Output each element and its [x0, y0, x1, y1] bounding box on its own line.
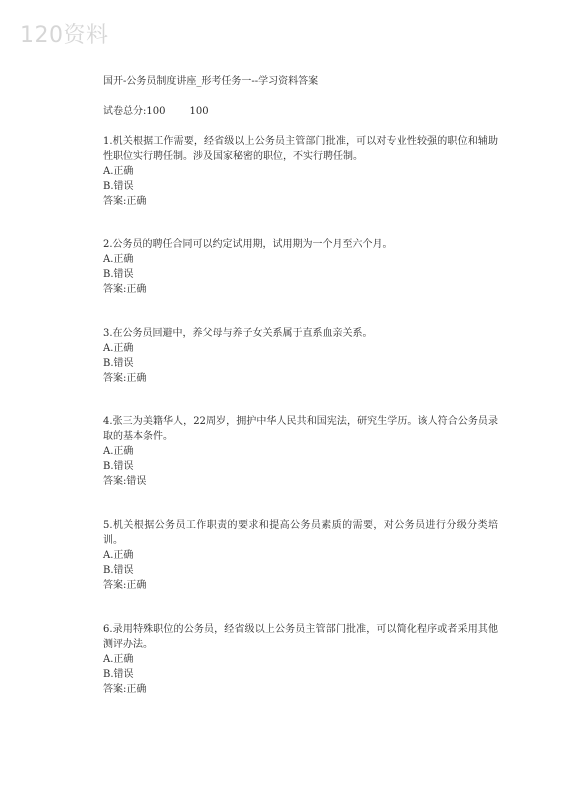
option-b: B.错误 [103, 181, 134, 192]
question-2 [103, 237, 498, 297]
answer-line: 答案:错误 [103, 476, 147, 487]
question-5 [103, 518, 498, 593]
score-label: 试卷总分:100 [103, 106, 166, 117]
question-4 [103, 414, 498, 489]
question-stem: 3.在公务员回避中，养父母与养子女关系属于直系血亲关系。 [103, 328, 373, 339]
score-value: 100 [189, 106, 209, 117]
question-1 [103, 134, 498, 209]
question-stem: 2.公务员的聘任合同可以约定试用期，试用期为一个月至六个月。 [103, 239, 393, 250]
option-a: A.正确 [103, 446, 134, 457]
option-b: B.错误 [103, 565, 134, 576]
watermark-logo: 120资料 [20, 23, 109, 48]
question-stem: 5.机关根据公务员工作职责的要求和提高公务员素质的需要，对公务员进行分级分类培训。 [103, 520, 498, 546]
answer-line: 答案:正确 [103, 196, 147, 207]
option-b: B.错误 [103, 669, 134, 680]
question-6 [103, 622, 498, 697]
answer-line: 答案:正确 [103, 684, 147, 695]
answer-line: 答案:正确 [103, 580, 147, 591]
question-stem: 1.机关根据工作需要，经省级以上公务员主管部门批准，可以对专业性较强的职位和辅助性职位实行聘任制。涉及国家秘密的职位，不实行聘任制。 [103, 136, 498, 162]
option-a: A.正确 [103, 654, 134, 665]
question-stem: 4.张三为美籍华人，22周岁，拥护中华人民共和国宪法，研究生学历。该人符合公务员录取的基本条件。 [103, 416, 498, 442]
score-line [103, 104, 209, 119]
answer-line: 答案:正确 [103, 284, 147, 295]
document-title: 国开-公务员制度讲座_形考任务一--学习资料答案 [103, 76, 319, 87]
option-a: A.正确 [103, 254, 134, 265]
question-stem: 6.录用特殊职位的公务员，经省级以上公务员主管部门批准，可以简化程序或者采用其他测评办法。 [103, 624, 498, 650]
answer-line: 答案:正确 [103, 373, 147, 384]
option-b: B.错误 [103, 358, 134, 369]
option-a: A.正确 [103, 166, 134, 177]
option-a: A.正确 [103, 343, 134, 354]
option-a: A.正确 [103, 550, 134, 561]
option-b: B.错误 [103, 269, 134, 280]
option-b: B.错误 [103, 461, 134, 472]
question-3 [103, 326, 498, 386]
